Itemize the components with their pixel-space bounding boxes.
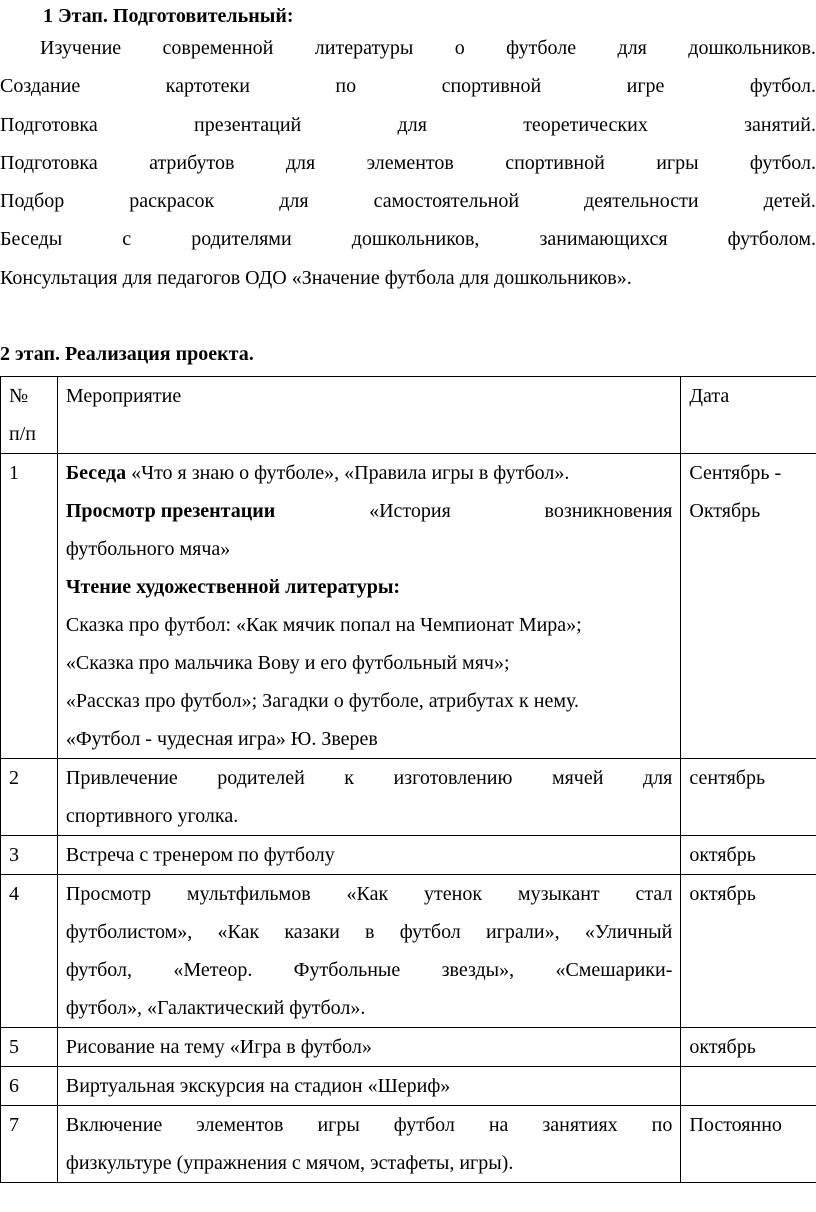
word: футболе: [506, 37, 577, 59]
word: Создание: [0, 75, 81, 98]
presentation-label: Просмотр презентации: [65, 500, 276, 522]
word: занятий.: [744, 113, 816, 136]
header-date-cell: Дата: [681, 377, 816, 454]
word: «Как: [217, 921, 260, 943]
word: «Метеор.: [173, 959, 253, 981]
word: деятельности: [584, 190, 699, 213]
presentation-text-b: возникновения: [544, 500, 673, 522]
word: самостоятельной: [373, 190, 520, 213]
word: презентаций: [193, 113, 302, 136]
event-line: [66, 913, 673, 951]
row-num: 5: [1, 1028, 58, 1067]
row-event: Встреча с тренером по футболу: [57, 836, 681, 875]
row-num: 6: [1, 1067, 58, 1106]
table-row: [1, 1106, 816, 1183]
word: по: [651, 1114, 673, 1136]
word: «Уличный: [584, 921, 673, 943]
row-date: октябрь: [681, 836, 816, 875]
row-num: 1: [1, 454, 58, 759]
stage2-heading: 2 этап. Реализация проекта.: [0, 343, 254, 365]
presentation-text-a: «История: [369, 500, 451, 522]
row-event: [57, 1106, 681, 1183]
word: футболистом»,: [65, 921, 193, 943]
stage1-line: [0, 151, 816, 189]
row-num: 7: [1, 1106, 58, 1183]
table-row: [1, 1067, 816, 1106]
word: Изучение: [40, 37, 122, 59]
row-date: Постоянно: [681, 1106, 816, 1183]
event-line: [66, 951, 673, 989]
word: звезды»,: [441, 959, 515, 981]
word: Беседы: [0, 228, 63, 251]
word: занятиях: [542, 1114, 618, 1136]
word: футбол: [393, 1114, 455, 1136]
word: детей.: [763, 190, 816, 213]
stage1-line: [0, 36, 816, 74]
word: для: [617, 37, 647, 59]
word: «Смешарики-: [555, 959, 673, 981]
word: для: [642, 767, 673, 789]
word: Подбор: [0, 190, 65, 213]
stage1-line: [0, 113, 816, 151]
word: Просмотр: [65, 883, 152, 905]
stage1-heading: 1 Этап. Подготовительный:: [43, 5, 294, 27]
event-line: «Сказка про мальчика Вову и его футбольный мяч»;: [65, 652, 510, 674]
word: для: [285, 151, 316, 174]
row-event: [57, 759, 681, 836]
word: игры: [317, 1114, 360, 1136]
word: утенок: [424, 883, 483, 905]
event-line: [66, 759, 673, 797]
table-row: [1, 1028, 816, 1067]
word: футболом.: [727, 228, 816, 251]
word: элементов: [196, 1114, 284, 1136]
word: к: [344, 767, 355, 789]
word: футбол: [399, 921, 461, 943]
word: «Как: [346, 883, 389, 905]
word: дошкольников,: [351, 228, 480, 251]
table-row: [1, 836, 816, 875]
event-line: [66, 1106, 673, 1144]
row-num: 2: [1, 759, 58, 836]
table-row: [1, 759, 816, 836]
word: раскрасок: [129, 190, 215, 213]
stage1-line: [0, 74, 816, 112]
word: мячей: [551, 767, 604, 789]
event-line: «Рассказ про футбол»; Загадки о футболе, атрибутах к нему.: [65, 690, 579, 712]
stage1-line: [0, 227, 816, 265]
word: для: [279, 190, 309, 213]
word: стал: [635, 883, 673, 905]
word: занимающихся: [539, 228, 668, 251]
table-row: [1, 454, 816, 759]
header-num-symbol: №: [9, 385, 29, 407]
word: Привлечение: [65, 767, 178, 789]
event-line: физкультуре (упражнения с мячом, эстафеты, игры).: [65, 1152, 514, 1174]
row-date: [681, 454, 816, 759]
event-line: Сказка про футбол: «Как мячик попал на Чемпионат Мира»;: [65, 614, 582, 636]
row-event: [57, 454, 681, 759]
word: картотеки: [165, 75, 250, 98]
event-line: [66, 492, 673, 530]
word: мультфильмов: [186, 883, 311, 905]
event-line: спортивного уголка.: [65, 805, 239, 827]
word: родителей: [217, 767, 305, 789]
word: футбол,: [65, 959, 132, 981]
row-num: 4: [1, 875, 58, 1028]
word: футбол.: [749, 151, 816, 174]
event-line: [66, 454, 673, 492]
reading-label: Чтение художественной литературы:: [65, 576, 401, 598]
word: спортивной: [505, 151, 605, 174]
row-date: октябрь: [681, 875, 816, 1028]
word: родителями: [191, 228, 292, 251]
plan-table: [0, 376, 816, 1183]
word: играли»,: [485, 921, 560, 943]
table-row: [1, 875, 816, 1028]
talk-text: «Что я знаю о футболе», «Правила игры в футбол».: [131, 462, 570, 484]
word: теоретических: [523, 113, 648, 136]
event-line: «Футбол - чудесная игра» Ю. Зверев: [65, 728, 378, 750]
header-num-abbr: п/п: [9, 423, 36, 445]
row-event: Рисование на тему «Игра в футбол»: [57, 1028, 681, 1067]
talk-label: Беседа: [65, 462, 127, 484]
row-num: 3: [1, 836, 58, 875]
row-date: октябрь: [681, 1028, 816, 1067]
word: литературы: [314, 37, 414, 59]
date-line: Сентябрь -: [689, 462, 782, 484]
word: для: [397, 113, 427, 136]
word: на: [488, 1114, 509, 1136]
table-header-row: [1, 377, 816, 454]
word: футбол.: [749, 75, 816, 98]
word: Подготовка: [0, 113, 98, 136]
row-event: [57, 875, 681, 1028]
word: современной: [162, 37, 274, 59]
stage1-line: [0, 189, 816, 227]
header-event-cell: Мероприятие: [57, 377, 681, 454]
stage1-paragraph: [0, 36, 816, 304]
header-num-cell: [1, 377, 58, 454]
event-line: [66, 875, 673, 913]
date-line: Октябрь: [689, 500, 761, 522]
word: спортивной: [441, 75, 542, 98]
word: по: [335, 75, 357, 98]
row-date: сентябрь: [681, 759, 816, 836]
word: Футбольные: [293, 959, 401, 981]
word: казаки: [284, 921, 340, 943]
word: о: [454, 37, 465, 59]
row-date: [681, 1067, 816, 1106]
word: атрибутов: [149, 151, 235, 174]
word: игры: [656, 151, 699, 174]
word: игре: [626, 75, 665, 98]
event-line: футбол», «Галактический футбол».: [65, 997, 366, 1019]
word: дошкольников.: [688, 37, 816, 59]
word: Подготовка: [0, 151, 98, 174]
word: изготовлению: [393, 767, 513, 789]
word: в: [365, 921, 375, 943]
word: Включение: [65, 1114, 163, 1136]
stage1-line: Консультация для педагогов ОДО «Значение футбола для дошкольников».: [0, 266, 632, 289]
word: музыкант: [517, 883, 600, 905]
word: с: [122, 228, 132, 251]
word: элементов: [366, 151, 454, 174]
event-line: [66, 568, 673, 606]
event-line: футбольного мяча»: [65, 538, 231, 560]
row-event: Виртуальная экскурсия на стадион «Шериф»: [57, 1067, 681, 1106]
